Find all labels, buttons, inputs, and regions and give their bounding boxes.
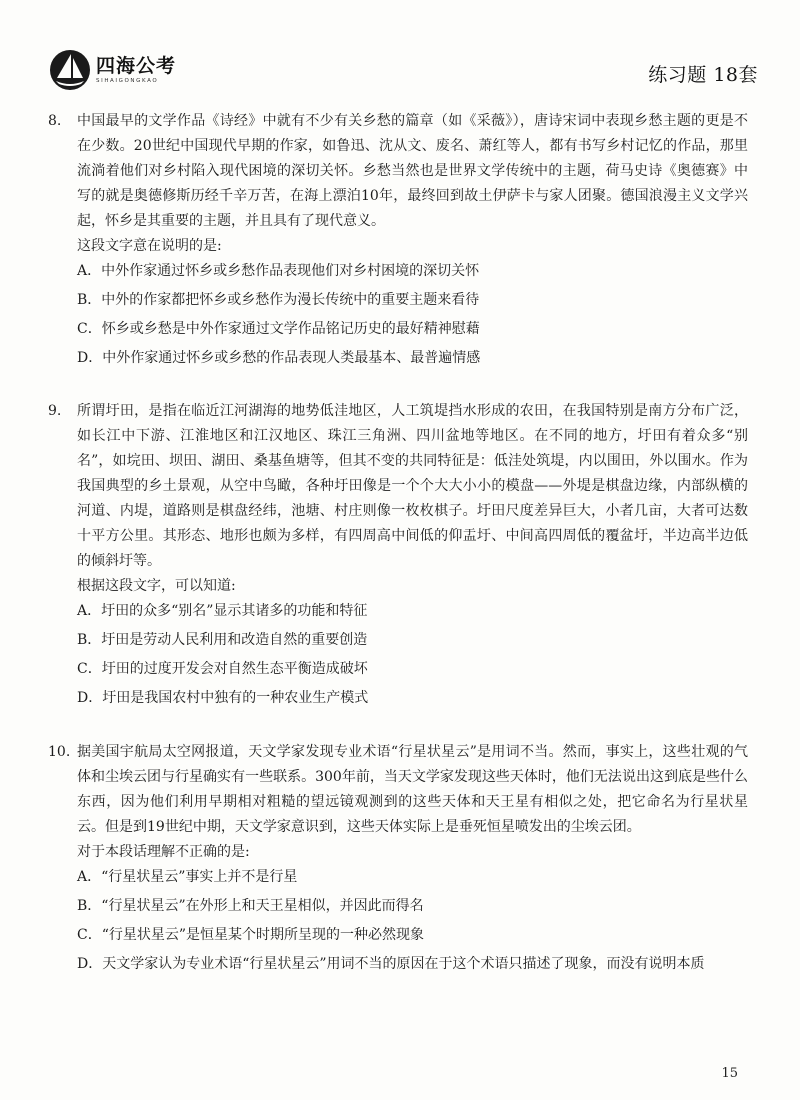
question-passage: 所谓圩田，是指在临近江河湖海的地势低洼地区，人工筑堤挡水形成的农田，在我国特别是南方分布广泛，如长江中下游、江淮地区和江汉地区、珠江三角洲、四川盆地等地区。在不同的地方，圩田有着众多“别名”，如垸田、坝田、湖田、桑基鱼塘等，但其不变的共同特征是：低洼处筑堤，内以围田，外以围水。作为我国典型的乡土景观，从空中鸟瞰，各种圩田像是一个个大大小小的模盘——外堤是棋盘边缘，内部纵横的河道、内堤，道路则是棋盘经纬，池塘、村庄则像一枚枚棋子。圩田尺度差异巨大，小者几亩，大者可达数十平方公里。其形态、地形也颇为多样，有四周高中间低的仰盂圩、中间高四周低的覆盆圩，半边高半边低的倾斜圩等。: [77, 403, 748, 569]
question-number: 10.: [48, 744, 71, 760]
option-b: B．“行星状星云”在外形上和天王星相似，并因此而得名: [77, 898, 424, 914]
question-number: 9.: [48, 403, 62, 419]
question-10: [48, 740, 748, 977]
page-number: 15: [721, 1066, 738, 1081]
option-d: D．中外作家通过怀乡或乡愁的作品表现人类最基本、最普遍情感: [77, 350, 481, 366]
sailboat-logo-icon: [48, 48, 92, 92]
option-c: C．怀乡或乡愁是中外作家通过文学作品铭记历史的最好精神慰藉: [77, 321, 480, 337]
page-header: [48, 46, 758, 94]
brand-name: 四海公考: [96, 55, 177, 77]
option-a: A．“行星状星云”事实上并不是行星: [77, 869, 298, 885]
brand-logo: [48, 48, 176, 92]
option-d: D．天文学家认为专业术语“行星状星云”用词不当的原因在于这个术语只描述了现象，而没有说明本质: [77, 956, 705, 972]
question-prompt: 对于本段话理解不正确的是:: [77, 844, 250, 860]
question-prompt: 这段文字意在说明的是:: [77, 238, 222, 254]
option-c: C．“行星状星云”是恒星某个时期所呈现的一种必然现象: [77, 927, 425, 943]
question-8: [48, 109, 748, 371]
question-prompt: 根据这段文字，可以知道:: [77, 578, 236, 594]
question-9: [48, 399, 748, 711]
question-passage: 中国最早的文学作品《诗经》中就有不少有关乡愁的篇章（如《采薇》），唐诗宋词中表现乡愁主题的更是不在少数。20世纪中国现代早期的作家，如鲁迅、沈从文、废名、萧红等人，都有书写乡村记忆的作品，那里流淌着他们对乡村陷入现代困境的深切关怀。乡愁当然也是世界文学传统中的主题，荷马史诗《奥德赛》中写的就是奥德修斯历经千辛万苦，在海上漂泊10年，最终回到故土伊萨卡与家人团聚。德国浪漫主义文学兴起，怀乡是其重要的主题，并且具有了现代意义。: [77, 113, 748, 229]
question-number: 8.: [48, 113, 62, 129]
option-c: C．圩田的过度开发会对自然生态平衡造成破坏: [77, 661, 368, 677]
option-d: D．圩田是我国农村中独有的一种农业生产模式: [77, 690, 369, 706]
option-b: B．圩田是劳动人民利用和改造自然的重要创造: [77, 632, 368, 648]
brand-subtitle: SIHAIGONGKAO: [96, 78, 159, 84]
option-a: A．中外作家通过怀乡或乡愁作品表现他们对乡村困境的深切关怀: [77, 263, 480, 279]
option-a: A．圩田的众多“别名”显示其诸多的功能和特征: [77, 603, 368, 619]
question-passage: 据美国宇航局太空网报道，天文学家发现专业术语“行星状星云”是用词不当。然而，事实上，这些壮观的气体和尘埃云团与行星确实有一些联系。300年前，当天文学家发现这些天体时，他们无法说出这到底是些什么东西，因为他们利用早期相对粗糙的望远镜观测到的这些天体和天王星有相似之处，把它命名为行星状星云。但是到19世纪中期，天文学家意识到，这些天体实际上是垂死恒星喷发出的尘埃云团。: [77, 744, 748, 835]
option-b: B．中外的作家都把怀乡或乡愁作为漫长传统中的重要主题来看待: [77, 292, 480, 308]
exercise-set-title: 练习题 18套: [648, 64, 758, 86]
